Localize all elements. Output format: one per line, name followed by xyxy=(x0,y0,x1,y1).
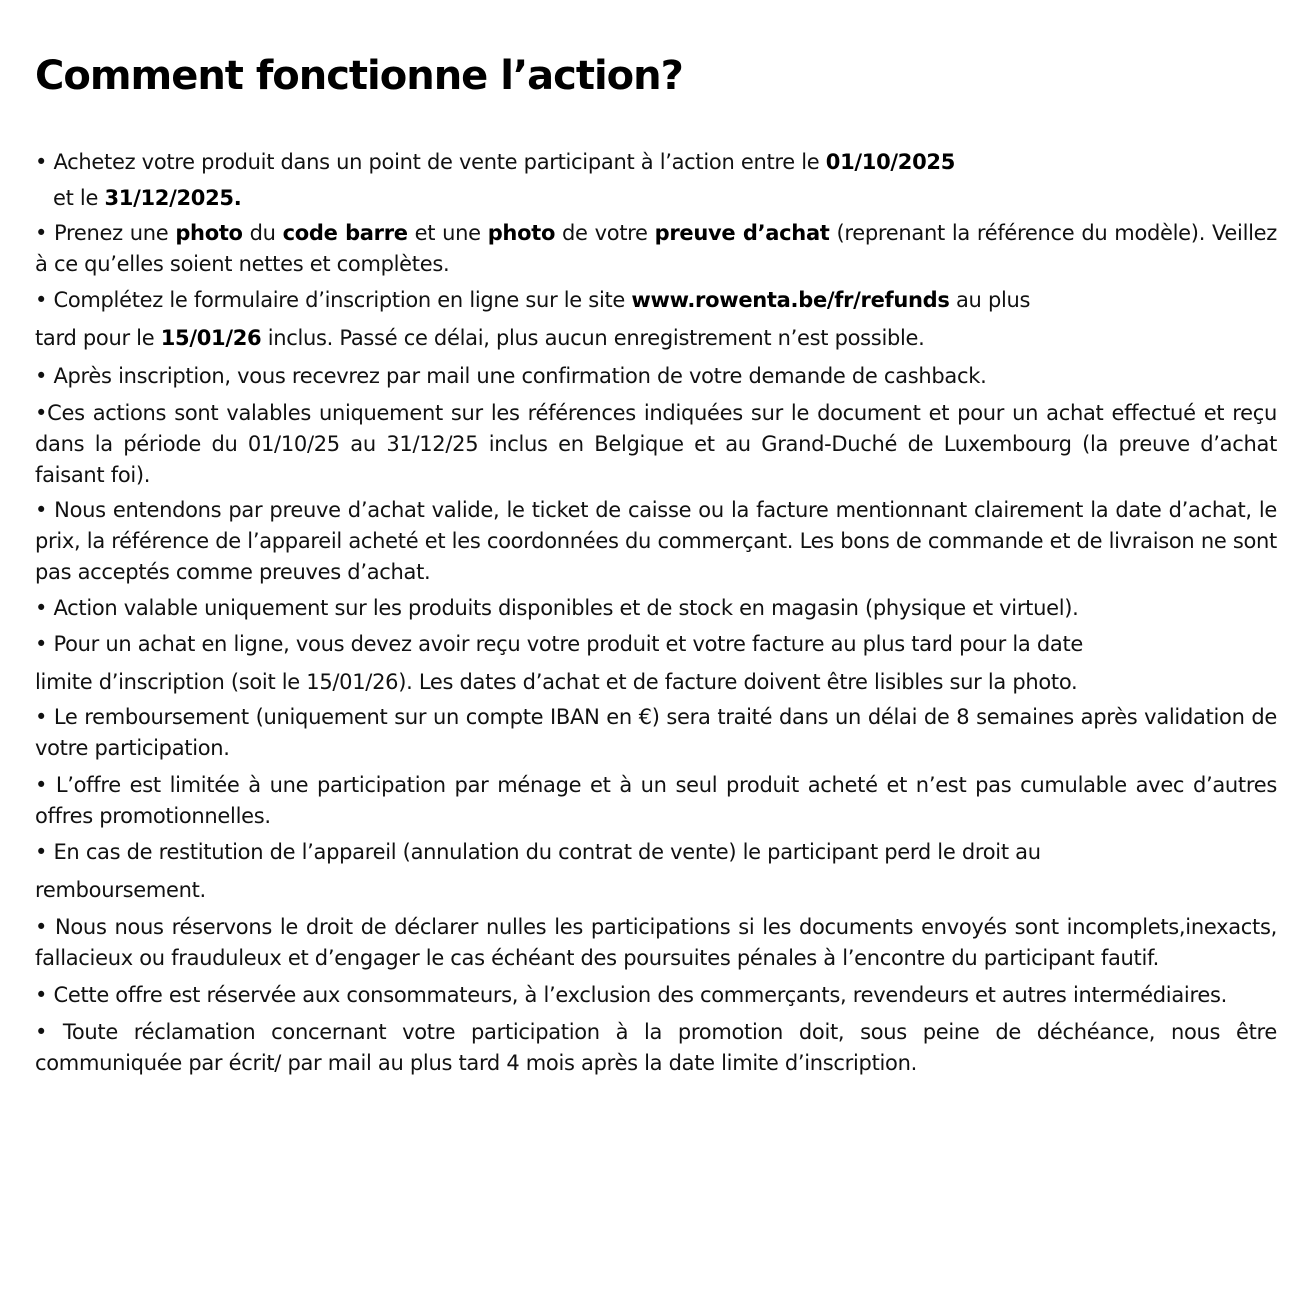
list-item: • Action valable uniquement sur les produits disponibles et de stock en magasin (physique et virtuel). xyxy=(35,596,1079,620)
deadline-date: 15/01/26 xyxy=(160,326,262,350)
list-item: •Ces actions sont valables uniquement sur les références indiquées sur le document et pour un achat effectué et reçu dans la période du 01/10/25 au 31/12/25 inclus en Belgique et au Grand-Duché de Luxembourg (la preuve d’achat faisant foi). xyxy=(35,401,1277,487)
list-item: • Nous entendons par preuve d’achat valide, le ticket de caisse ou la facture mentionnant clairement la date d’achat, le prix, la référence de l’appareil acheté et les coordonnées du commerçant. Les bons de commande et de livraison ne sont pas acceptés comme preuves d’achat. xyxy=(35,498,1277,584)
list-item: • Toute réclamation concernant votre participation à la promotion doit, sous peine de déchéance, nous être communiquée par écrit/ par mail au plus tard 4 mois après la date limite d’inscription. xyxy=(35,1020,1277,1075)
registration-url: www.rowenta.be/fr/refunds xyxy=(631,288,950,312)
end-date: 31/12/2025. xyxy=(104,186,242,210)
list-item: • Achetez votre produit dans un point de vente participant à l’action entre le 01/10/2025 xyxy=(35,150,956,174)
list-item: • En cas de restitution de l’appareil (annulation du contrat de vente) le participant perd le droit au xyxy=(35,840,1041,864)
list-item-continuation: et le 31/12/2025. xyxy=(53,186,242,210)
list-item: • Complétez le formulaire d’inscription en ligne sur le site www.rowenta.be/fr/refunds au plus xyxy=(35,288,1031,312)
conditions-list xyxy=(35,146,1277,1079)
list-item-continuation: remboursement. xyxy=(35,878,206,902)
list-item: • Prenez une photo du code barre et une photo de votre preuve d’achat (reprenant la référence du modèle). Veillez à ce qu’elles soient nettes et complètes. xyxy=(35,221,1277,276)
list-item: • Le remboursement (uniquement sur un compte IBAN en €) sera traité dans un délai de 8 semaines après validation de votre participation. xyxy=(35,705,1277,760)
list-item: • Nous nous réservons le droit de déclarer nulles les participations si les documents envoyés sont incomplets,inexacts, fallacieux ou frauduleux et d’engager le cas échéant des poursuites pénales à l’encontre du participant fautif. xyxy=(35,915,1277,970)
page-title: Comment fonctionne l’action? xyxy=(35,53,683,99)
list-item-continuation: tard pour le 15/01/26 inclus. Passé ce délai, plus aucun enregistrement n’est possible. xyxy=(35,326,925,350)
list-item: • Après inscription, vous recevrez par mail une confirmation de votre demande de cashback. xyxy=(35,364,987,388)
list-item: • Cette offre est réservée aux consommateurs, à l’exclusion des commerçants, revendeurs et autres intermédiaires. xyxy=(35,983,1227,1007)
list-item: • L’offre est limitée à une participation par ménage et à un seul produit acheté et n’est pas cumulable avec d’autres offres promotionnelles. xyxy=(35,773,1277,828)
list-item-continuation: limite d’inscription (soit le 15/01/26). Les dates d’achat et de facture doivent être lisibles sur la photo. xyxy=(35,670,1078,694)
start-date: 01/10/2025 xyxy=(825,150,956,174)
list-item: • Pour un achat en ligne, vous devez avoir reçu votre produit et votre facture au plus tard pour la date xyxy=(35,632,1084,656)
